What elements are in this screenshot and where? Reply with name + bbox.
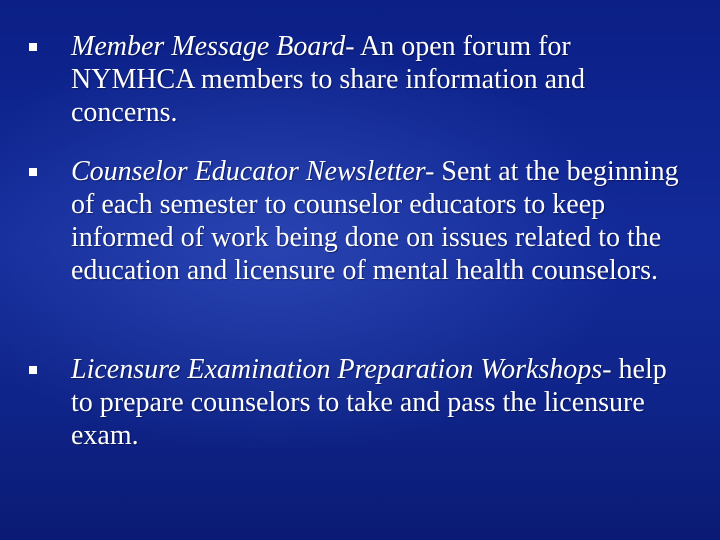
bullet-title: Licensure Examination Preparation Workshops- bbox=[71, 354, 612, 385]
bullet-body: Sent at the beginning of each semester to counselor educators to keep informed of work being done on issues related to the education and licensure of mental health counselors. bbox=[71, 156, 679, 286]
bullet-body: An open forum for NYMHCA members to share information and concerns. bbox=[71, 31, 586, 128]
bullet-title: Member Message Board- bbox=[71, 31, 355, 62]
square-bullet-icon bbox=[29, 43, 37, 51]
bullet-text bbox=[71, 155, 681, 287]
bullet-body: help to prepare counselors to take and pass the licensure exam. bbox=[71, 354, 667, 451]
bullet-text bbox=[71, 30, 681, 129]
square-bullet-icon bbox=[29, 168, 37, 176]
bullet-text bbox=[71, 353, 681, 452]
bullet-title: Counselor Educator Newsletter- bbox=[71, 156, 435, 187]
square-bullet-icon bbox=[29, 366, 37, 374]
